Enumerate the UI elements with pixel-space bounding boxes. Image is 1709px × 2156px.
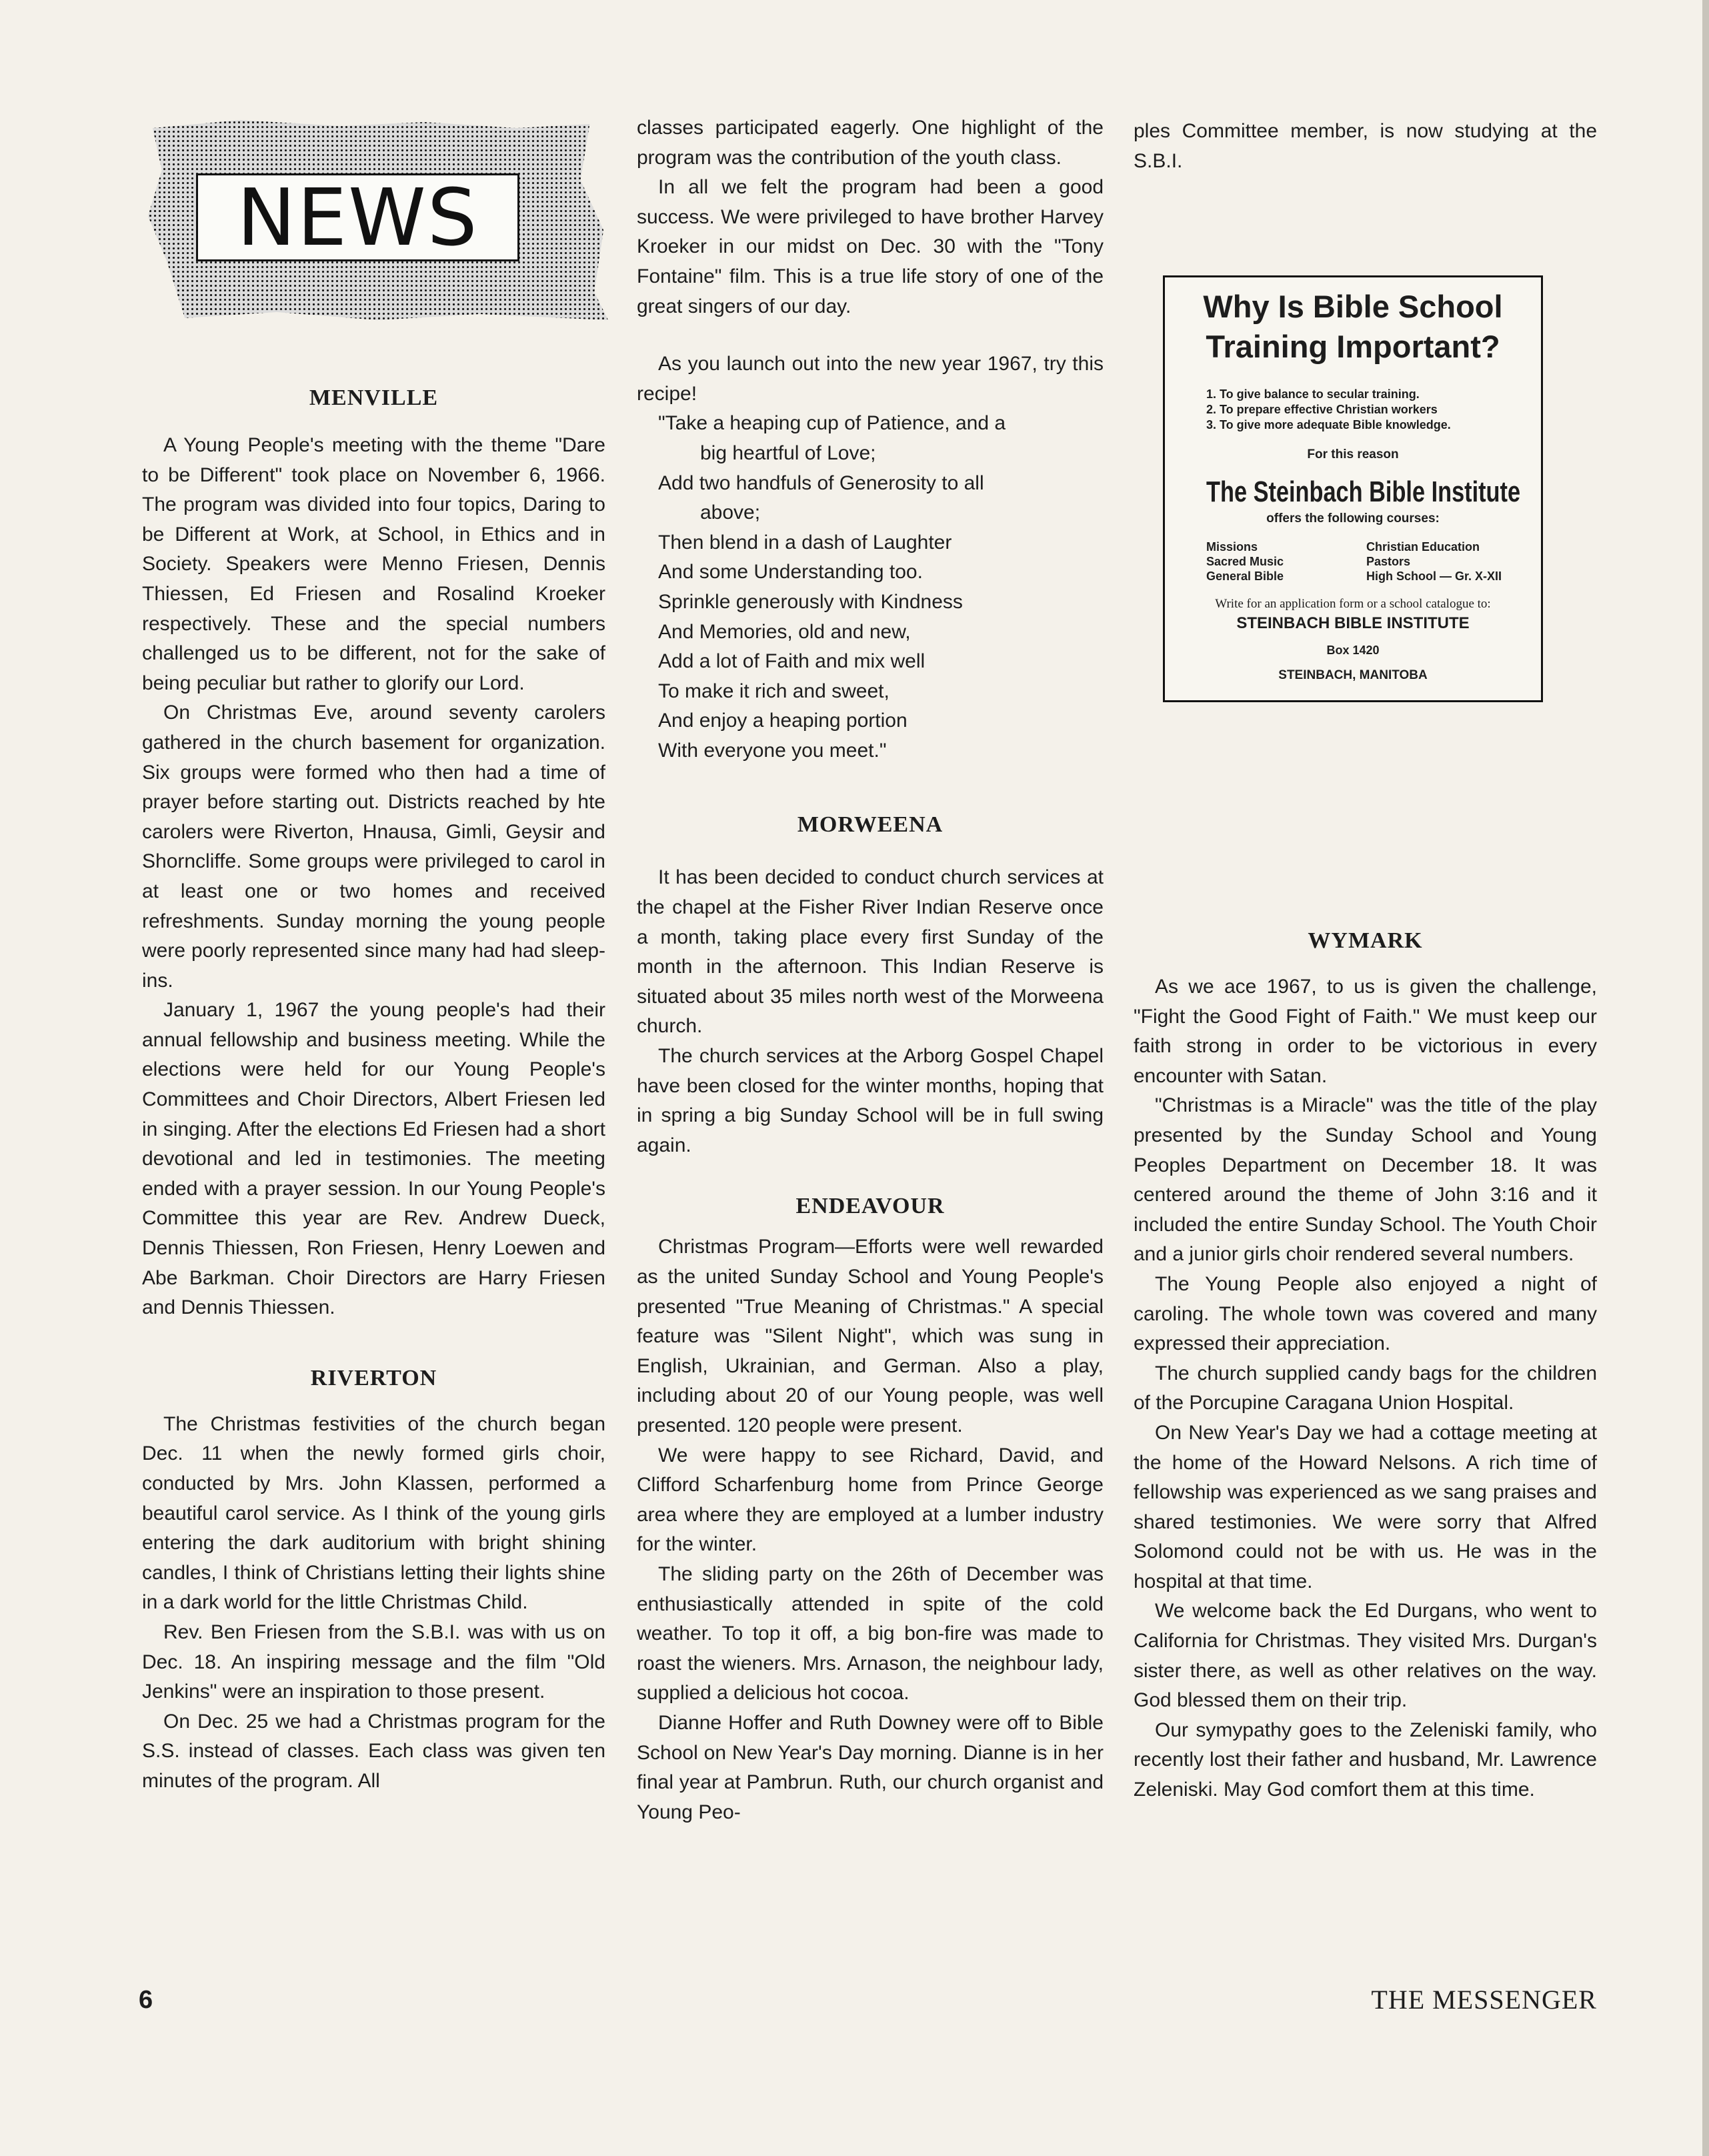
wymark-heading: WYMARK (1308, 928, 1423, 953)
poem-line: Then blend in a dash of Laughter (658, 531, 952, 554)
ad-reason: 3. To give more adequate Bible knowledge. (1206, 418, 1451, 431)
bible-school-ad (1163, 275, 1543, 702)
ad-title-line: Training Important? (1206, 329, 1500, 364)
wymark-paragraph: As we ace 1967, to us is given the challenge, "Fight the Good Fight of Faith." We must keep our faith strong in order to be victorious in every encounter with Satan. (1134, 976, 1597, 1087)
menville-paragraph: January 1, 1967 the young people's had their annual fellowship and business meeting. While the elections were held for our Young People's Committees and Choir Directors, Albert Friesen led in singing. After the elections Ed Friesen had a short devotional and led in testimonies. The meeting ended with a prayer session. In our Young People's Committee this year are Rev. Andrew Dueck, Dennis Thiessen, Ron Friesen, Henry Loewen and Abe Barkman. Choir Directors are Harry Friesen and Dennis Thiessen. (142, 999, 605, 1319)
poem-line: Sprinkle generously with Kindness (658, 590, 963, 613)
riverton-continued-paragraph: In all we felt the program had been a good success. We were privileged to have brother Harvey Kroeker in our midst on Dec. 30 with the "Tony Fontaine" film. This is a true life story of one of the great singers of our day. (637, 176, 1104, 317)
poem-line: Add a lot of Faith and mix well (658, 650, 926, 673)
wymark-paragraph: Our symypathy goes to the Zeleniski family, who recently lost their father and husband, Mr. Lawrence Zeleniski. May God comfort them at this time. (1134, 1719, 1597, 1801)
ad-offers: offers the following courses: (1266, 511, 1440, 525)
poem-line: above; (700, 501, 761, 524)
ad-course: General Bible (1206, 570, 1284, 583)
ad-title (1165, 287, 1541, 367)
riverton-continued-paragraph: As you launch out into the new year 1967, try this recipe! (637, 353, 1104, 405)
wymark-paragraph: The church supplied candy bags for the children of the Porcupine Caragana Union Hospital. (1134, 1362, 1597, 1414)
riverton-continued-paragraph: classes participated eagerly. One highlight of the program was the contribution of the youth class. (637, 117, 1104, 169)
endeavour-paragraph: The sliding party on the 26th of December was enthusiastically attended in spite of the cold weather. To top it off, a big bon-fire was made to roast the wieners. Mrs. Arnason, the neighbour lady, supplied a delicious hot cocoa. (637, 1562, 1104, 1705)
news-logo (148, 120, 608, 320)
riverton-paragraph: Rev. Ben Friesen from the S.B.I. was with us on Dec. 18. An inspiring message and the film "Old Jenkins" were an inspiration to those present. (142, 1621, 605, 1703)
column-1 (142, 385, 605, 1797)
endeavour-continued-paragraph: ples Committee member, is now studying at the S.B.I. (1134, 120, 1597, 172)
recipe-poem (637, 409, 1104, 766)
morweena-paragraph: The church services at the Arborg Gospel Chapel have been closed for the winter months, hoping that in spring a big Sunday School will be in full swing again. (637, 1045, 1104, 1156)
ad-course: Missions (1206, 540, 1258, 554)
ad-city: STEINBACH, MANITOBA (1278, 668, 1428, 682)
wymark-paragraph: "Christmas is a Miracle" was the title of the play presented by the Sunday School and Young Peoples Department on December 18. It was centered around the theme of John 3:16 and it included the entire Sunday School. The Youth Choir and a junior girls choir rendered several numbers. (1134, 1094, 1597, 1266)
poem-line: And Memories, old and new, (658, 620, 911, 643)
publication-name: THE MESSENGER (1371, 1985, 1597, 2015)
ad-write-instructions: Write for an application form or a school catalogue to: (1215, 597, 1491, 611)
poem-line: To make it rich and sweet, (658, 680, 890, 702)
ad-school-name: The Steinbach Bible Institute (1206, 475, 1521, 508)
ad-courses-right (1366, 540, 1502, 584)
ad-reason: 1. To give balance to secular training. (1206, 387, 1420, 401)
ad-course: High School — Gr. X-XII (1366, 570, 1502, 583)
morweena-heading: MORWEENA (797, 812, 944, 838)
menville-heading: MENVILLE (309, 385, 439, 410)
ad-courses (1206, 540, 1541, 584)
riverton-paragraph: The Christmas festivities of the church began Dec. 11 when the newly formed girls choir, conducted by Mrs. John Klassen, performed a beautiful carol service. As I think of the young girls entering the dark auditorium with bright shining candles, I think of Christians letting their lights shine in a dark world for the little Christmas Child. (142, 1412, 605, 1614)
riverton-heading: RIVERTON (310, 1365, 437, 1390)
ad-course: Sacred Music (1206, 555, 1284, 568)
poem-line: "Take a heaping cup of Patience, and a (658, 412, 1006, 435)
wymark-paragraph: The Young People also enjoyed a night of caroling. The whole town was covered and many expressed their appreciation. (1134, 1272, 1597, 1355)
page-number: 6 (139, 1986, 153, 2014)
news-title: NEWS (196, 173, 519, 261)
poem-line: And enjoy a heaping portion (658, 710, 908, 732)
endeavour-paragraph: Christmas Program—Efforts were well rewarded as the united Sunday School and Young People's presented "True Meaning of Christmas." A special feature was "Silent Night", which was sung in English, Ukrainian, and German. Also a play, including about 20 of our Young people, was well presented. 120 people were present. (637, 1236, 1104, 1436)
column-3-lower (1134, 928, 1597, 1805)
wymark-paragraph: On New Year's Day we had a cottage meeting at the home of the Howard Nelsons. A rich time of fellowship was experienced as we sang praises and shared testimonies. We were sorry that Alfred Solomond could not be with us. He was in the hospital at that time. (1134, 1421, 1597, 1592)
morweena-paragraph: It has been decided to conduct church services at the chapel at the Fisher River Indian Reserve once a month, taking place every first Sunday of the month in the afternoon. This Indian Reserve is situated about 35 miles north west of the Morweena church. (637, 866, 1104, 1038)
endeavour-heading: ENDEAVOUR (795, 1194, 945, 1219)
ad-reason: 2. To prepare effective Christian workers (1206, 403, 1438, 416)
ad-course: Christian Education (1366, 540, 1480, 554)
ad-box-number: Box 1420 (1326, 644, 1380, 657)
endeavour-paragraph: We were happy to see Richard, David, and Clifford Scharfenburg home from Prince George area where they are employed at a lumber industry for the winter. (637, 1444, 1104, 1556)
ad-courses-left (1206, 540, 1366, 584)
column-2 (637, 113, 1104, 1827)
riverton-paragraph: On Dec. 25 we had a Christmas program for the S.S. instead of classes. Each class was given ten minutes of the program. All (142, 1710, 605, 1792)
menville-paragraph: On Christmas Eve, around seventy carolers gathered in the church basement for organization. Six groups were formed who then had a time of prayer before starting out. Districts reached by hte carolers were Riverton, Hnausa, Gimli, Geysir and Shorncliffe. Some groups were privileged to carol in at least one or two homes and received refreshments. Sunday morning the young people were poorly represented since many had had sleep-ins. (142, 702, 605, 992)
wymark-paragraph: We welcome back the Ed Durgans, who went to California for Christmas. They visited Mrs. Durgan's sister there, as well as other relatives on the way. God blessed them on their trip. (1134, 1600, 1597, 1712)
poem-line: Add two handfuls of Generosity to all (658, 471, 984, 494)
menville-paragraph: A Young People's meeting with the theme "Dare to be Different" took place on November 6, 1966. The program was divided into four topics, Daring to be Different at Work, at School, in Ethics and in Society. Speakers were Menno Friesen, Dennis Thiessen, Ed Friesen and Rosalind Kroeker respectively. These and the special numbers challenged us to be different, not for the sake of being peculiar but rather to glorify our Lord. (142, 434, 605, 694)
ad-reason-line: For this reason (1307, 447, 1399, 461)
poem-line: big heartful of Love; (700, 441, 876, 464)
endeavour-paragraph: Dianne Hoffer and Ruth Downey were off to Bible School on New Year's Day morning. Dianne is in her final year at Pambrun. Ruth, our church organist and Young Peo- (637, 1711, 1104, 1823)
ad-institute-name: STEINBACH BIBLE INSTITUTE (1236, 614, 1470, 632)
page-edge (1702, 0, 1709, 2156)
column-3 (1134, 117, 1597, 176)
poem-line: And some Understanding too. (658, 561, 923, 584)
ad-reasons (1206, 387, 1541, 433)
ad-title-line: Why Is Bible School (1203, 289, 1503, 324)
poem-line: With everyone you meet." (658, 739, 887, 762)
ad-course: Pastors (1366, 555, 1411, 568)
